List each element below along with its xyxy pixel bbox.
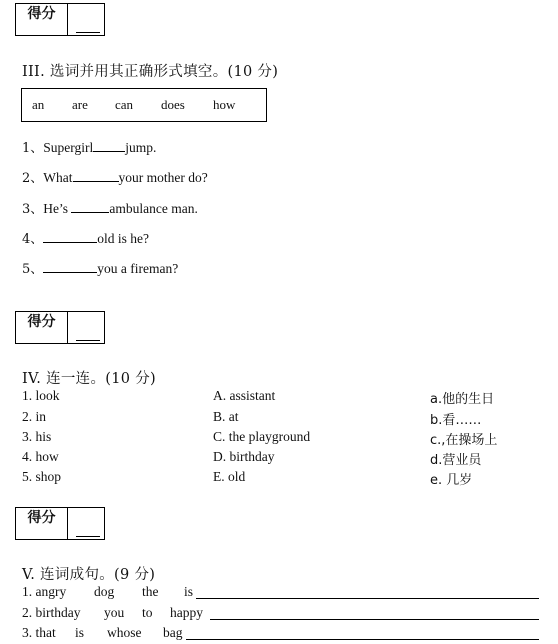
answer-blank[interactable]	[93, 139, 125, 152]
sentence-word: you	[104, 605, 125, 620]
answer-line[interactable]	[186, 639, 539, 640]
question-text-after: your mother do?	[118, 170, 208, 185]
fill-question	[22, 137, 156, 156]
sentence-word: happy	[170, 605, 203, 620]
match-left-item: 4. how	[22, 449, 59, 464]
question-text-before: What	[43, 170, 73, 185]
question-number: 1、	[22, 141, 44, 156]
word-bank-item: does	[161, 97, 185, 112]
match-left-item: 2. in	[22, 409, 47, 424]
match-middle-item: C. the playground	[213, 429, 311, 444]
question-number: 5、	[22, 262, 44, 277]
section-3-heading: III. 选词并用其正确形式填空。(10 分)	[22, 64, 279, 80]
question-number: 2、	[22, 171, 44, 186]
match-left-item: 5. shop	[22, 469, 62, 484]
question-number: 4、	[22, 232, 44, 247]
score-label: 得分	[16, 312, 68, 343]
question-text-after: jump.	[125, 140, 157, 155]
answer-blank[interactable]	[43, 230, 97, 243]
word-bank-item: an	[32, 97, 45, 112]
sentence-word: bag	[163, 625, 183, 640]
answer-blank[interactable]	[43, 260, 97, 273]
score-label: 得分	[16, 508, 68, 539]
score-blank[interactable]	[68, 4, 104, 35]
question-text-before: Supergirl	[43, 140, 94, 155]
sentence-word: is	[75, 625, 85, 640]
score-label: 得分	[16, 4, 68, 35]
answer-blank[interactable]	[73, 169, 119, 182]
match-right-item: b.看……	[430, 413, 482, 428]
question-text-before: He’s	[43, 201, 72, 216]
question-number: 3、	[22, 202, 44, 217]
question-text-after: ambulance man.	[109, 201, 198, 216]
sentence-word: whose	[107, 625, 142, 640]
fill-question	[22, 228, 149, 247]
score-blank[interactable]	[68, 312, 104, 343]
sentence-word: is	[184, 584, 194, 599]
section-5-heading: V. 连词成句。(9 分)	[22, 567, 156, 583]
section-4-heading: IV. 连一连。(10 分)	[22, 371, 156, 387]
fill-question	[22, 258, 178, 277]
sentence-word: 2. birthday	[22, 605, 81, 620]
answer-blank[interactable]	[71, 200, 109, 213]
sentence-word: dog	[94, 584, 115, 599]
match-middle-item: E. old	[213, 469, 246, 484]
fill-question	[22, 198, 198, 217]
match-middle-item: B. at	[213, 409, 239, 424]
match-right-item: a.他的生日	[430, 392, 495, 407]
match-middle-item: A. assistant	[213, 388, 276, 403]
sentence-word: 1. angry	[22, 584, 67, 599]
sentence-words	[22, 584, 193, 600]
question-text-after: you a fireman?	[97, 261, 179, 276]
match-right-item: e. 几岁	[430, 473, 473, 488]
match-middle-item: D. birthday	[213, 449, 275, 464]
question-text-after: old is he?	[97, 231, 150, 246]
sentence-words	[22, 625, 183, 641]
score-blank[interactable]	[68, 508, 104, 539]
score-box	[15, 507, 105, 540]
score-box	[15, 3, 105, 36]
match-left-item: 1. look	[22, 388, 60, 403]
match-left-item: 3. his	[22, 429, 52, 444]
match-right-item: d.营业员	[430, 453, 482, 468]
sentence-word: 3. that	[22, 625, 56, 640]
word-bank-item: can	[115, 97, 134, 112]
sentence-word: to	[142, 605, 153, 620]
answer-line[interactable]	[196, 598, 539, 599]
word-bank-item: are	[72, 97, 88, 112]
sentence-words	[22, 605, 203, 621]
score-box	[15, 311, 105, 344]
word-bank	[21, 88, 267, 122]
sentence-word: the	[142, 584, 159, 599]
match-right-item: c.,在操场上	[430, 433, 498, 448]
word-bank-item: how	[213, 97, 236, 112]
answer-line[interactable]	[210, 619, 539, 620]
fill-question	[22, 167, 208, 186]
